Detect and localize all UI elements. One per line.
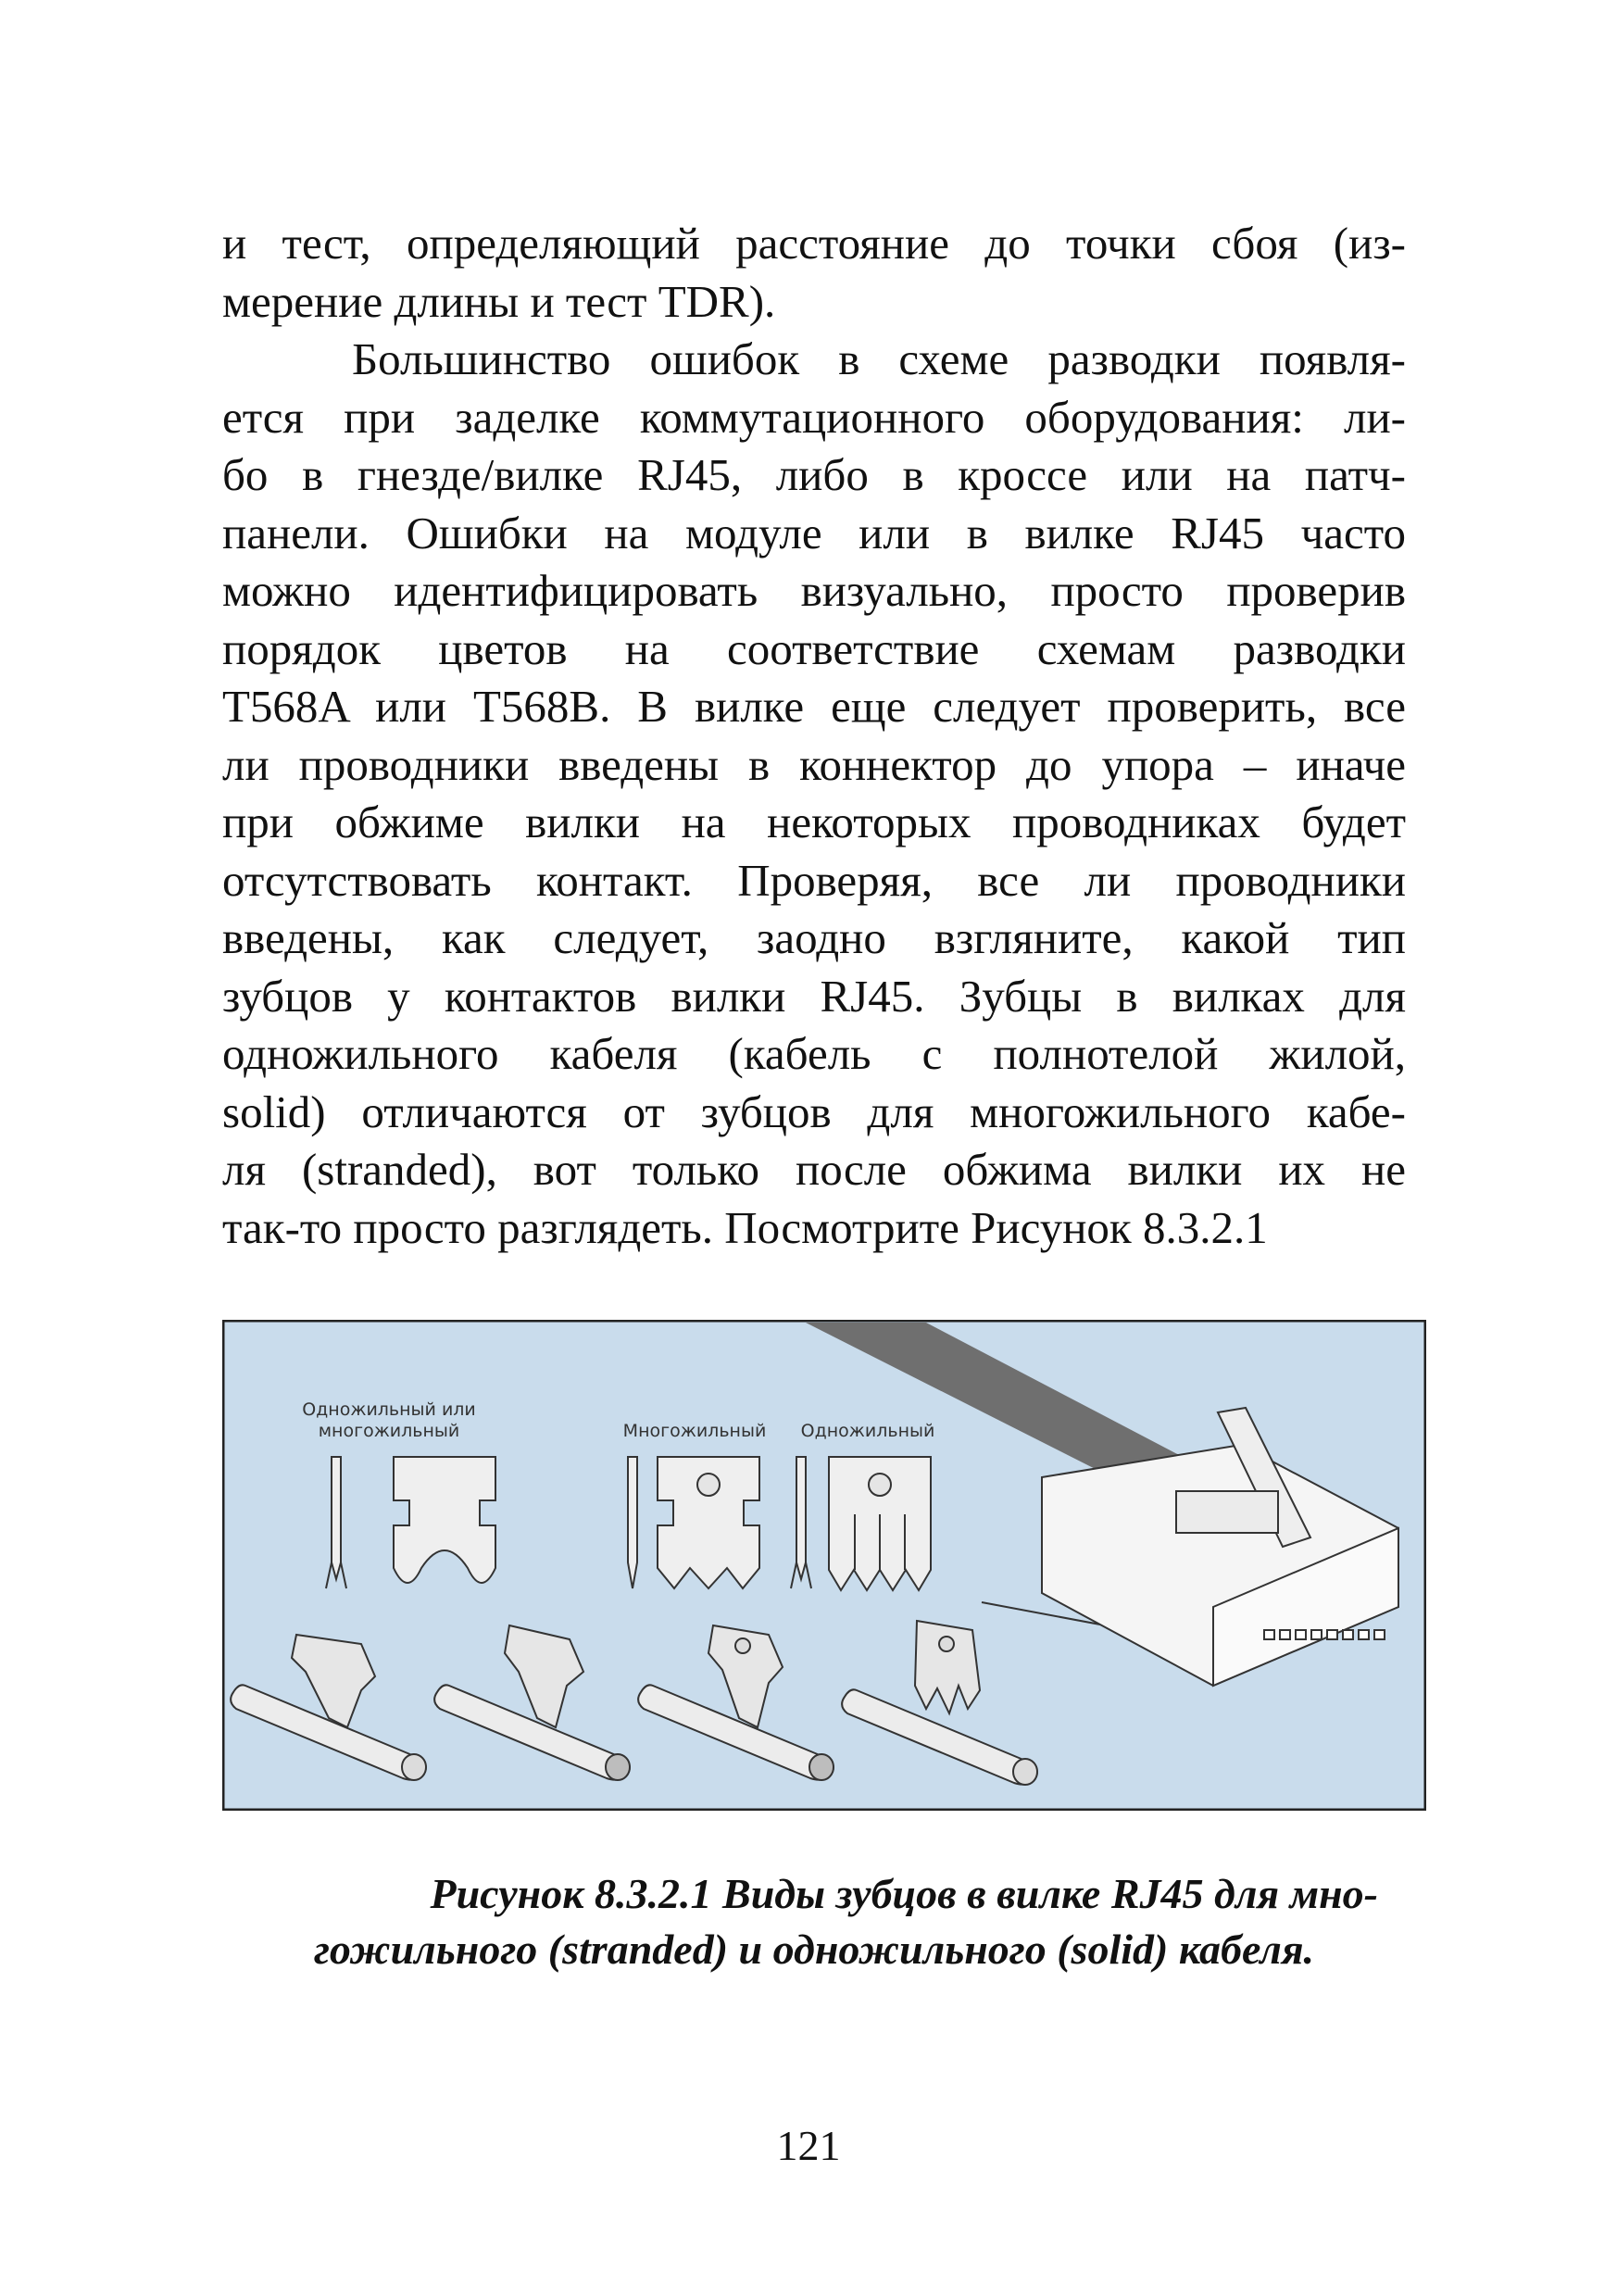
body-line: можно идентифицировать визуально, просто проверив	[222, 565, 1406, 616]
caption-line: гожильного (stranded) и одножильного (solid) кабеля.	[313, 1926, 1315, 1973]
body-line: ли проводники введены в коннектор до упора – иначе	[222, 738, 1406, 790]
body-line: ля (stranded), вот только после обжима вилки их не	[222, 1144, 1406, 1195]
body-line: при обжиме вилки на некоторых проводниках будет	[222, 797, 1406, 847]
body-line: одножильного кабеля (кабель с полнотелой жилой,	[222, 1028, 1406, 1079]
page-number: 121	[776, 2122, 841, 2169]
label-solid-or-stranded-line2: многожильный	[318, 1421, 460, 1441]
body-line: ется при заделке коммутационного оборудования: ли-	[222, 391, 1406, 443]
body-line: Большинство ошибок в схеме разводки появля-	[352, 333, 1406, 384]
body-line: панели. Ошибки на модуле или в вилке RJ45 часто	[222, 507, 1406, 558]
body-line: solid) отличаются от зубцов для многожильного кабе-	[222, 1085, 1406, 1137]
rj45-contacts-figure	[222, 1320, 1426, 1811]
body-line: мерение длины и тест TDR).	[222, 275, 776, 327]
label-solid-or-stranded-line1: Одножильный или	[302, 1399, 476, 1420]
body-line: T568A или T568B. В вилке еще следует проверить, все	[222, 681, 1406, 732]
body-line: зубцов у контактов вилки RJ45. Зубцы в вилках для	[222, 970, 1406, 1022]
body-line: введены, как следует, заодно взгляните, какой тип	[222, 912, 1406, 963]
label-solid: Одножильный	[800, 1421, 935, 1441]
body-line: отсутствовать контакт. Проверяя, все ли проводники	[222, 854, 1406, 906]
body-line: порядок цветов на соответствие схемам разводки	[222, 622, 1406, 674]
contact-front-stranded	[658, 1457, 759, 1588]
caption-line: Рисунок 8.3.2.1 Виды зубцов в вилке RJ45 для мно-	[430, 1870, 1378, 1917]
body-line: бо в гнезде/вилке RJ45, либо в кроссе или на патч-	[222, 449, 1406, 500]
figure-caption	[222, 1866, 1406, 1977]
body-text	[222, 215, 1406, 1257]
body-line: и тест, определяющий расстояние до точки сбоя (из-	[222, 218, 1406, 269]
contact-front-solid	[829, 1457, 931, 1590]
contact-side-profile-2	[628, 1457, 637, 1588]
body-line: так-то просто разглядеть. Посмотрите Рисунок 8.3.2.1	[222, 1201, 1268, 1253]
label-stranded: Многожильный	[622, 1421, 767, 1441]
